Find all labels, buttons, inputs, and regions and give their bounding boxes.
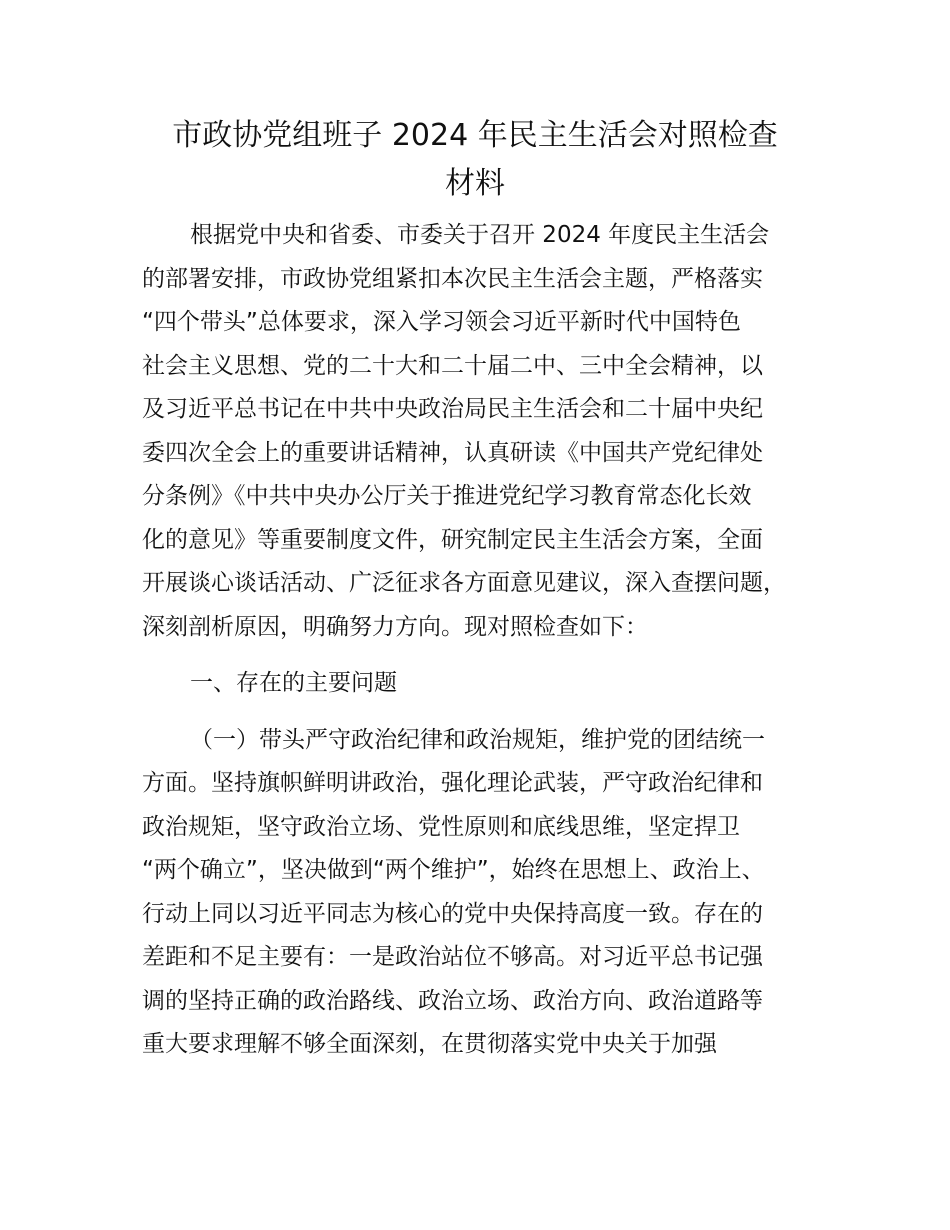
text-line: 的部署安排，市政协党组紧扣本次民主生活会主题，严格落实 <box>142 265 763 292</box>
text-line: 开展谈心谈话活动、广泛征求各方面意见建议，深入查摆问题， <box>142 570 786 596</box>
text-line: 及习近平总书记在中共中央政治局民主生活会和二十届中央纪 <box>142 396 763 422</box>
text-line: 化的意见》等重要制度文件，研究制定民主生活会方案，全面 <box>142 526 763 553</box>
text-line: （一）带头严守政治纪律和政治规矩，维护党的团结统一 <box>190 726 765 753</box>
text-line: “四个带头”总体要求，深入学习领会习近平新时代中国特色 <box>142 309 741 335</box>
paragraph-gap <box>142 706 832 719</box>
intro-paragraph <box>142 214 832 649</box>
text-line: “两个确立”，坚决做到“两个维护”，始终在思想上、政治上、 <box>142 857 765 883</box>
text-line: 方面。坚持旗帜鲜明讲政治，强化理论武装，严守政治纪律和 <box>142 770 763 796</box>
text-line: 重大要求理解不够全面深刻，在贯彻落实党中央关于加强 <box>142 1031 717 1057</box>
text-line: 社会主义思想、党的二十大和二十届二中、三中全会精神，以 <box>142 352 763 379</box>
section1-paragraph <box>142 719 832 1067</box>
title-line: 市政协党组班子 2024 年民主生活会对照检查 <box>172 118 778 153</box>
document-body <box>142 214 832 1067</box>
section-heading <box>142 662 832 706</box>
text-line: 调的坚持正确的政治路线、政治立场、政治方向、政治道路等 <box>142 987 763 1014</box>
paragraph-gap <box>142 649 832 662</box>
text-line: 深刻剖析原因，明确努力方向。现对照检查如下： <box>142 613 648 640</box>
text-line: 根据党中央和省委、市委关于召开 2024 年度民主生活会 <box>190 222 770 248</box>
text-line: 差距和不足主要有：一是政治站位不够高。对习近平总书记强 <box>142 944 763 970</box>
document-title <box>130 112 820 208</box>
title-line: 材料 <box>445 166 505 201</box>
text-line: 分条例》《中共中央办公厅关于推进党纪学习教育常态化长效 <box>142 483 752 509</box>
text-line: 行动上同以习近平同志为核心的党中央保持高度一致。存在的 <box>142 900 763 927</box>
heading-text: 一、存在的主要问题 <box>190 670 397 696</box>
text-line: 委四次全会上的重要讲话精神，认真研读《中国共产党纪律处 <box>142 439 763 466</box>
text-line: 政治规矩，坚守政治立场、党性原则和底线思维，坚定捍卫 <box>142 813 740 840</box>
